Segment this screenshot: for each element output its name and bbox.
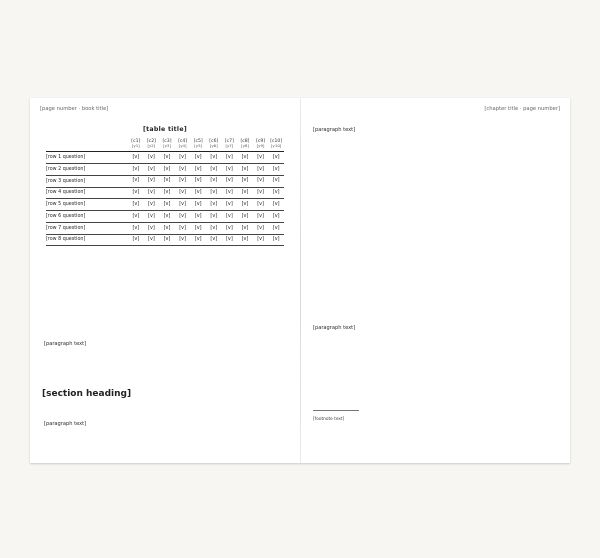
table-title: [table title] — [143, 126, 187, 133]
table-cell: [v] — [268, 199, 284, 211]
table-cell: [v] — [175, 199, 191, 211]
table-cell: [v] — [237, 187, 253, 199]
left-body-paragraph-1: [paragraph text] — [44, 341, 87, 347]
table-cell: [v] — [268, 152, 284, 164]
section-heading: [section heading] — [42, 389, 132, 399]
table-row — [46, 175, 284, 187]
table-cell: [v] — [206, 211, 222, 223]
table-cell: [v] — [175, 163, 191, 175]
table-cell: [v] — [268, 211, 284, 223]
right-body-paragraph-1: [paragraph text] — [313, 127, 356, 133]
table-cell: [v] — [144, 152, 160, 164]
table-cell: [v] — [175, 187, 191, 199]
column-name: [c3] — [162, 139, 172, 145]
table-row — [46, 222, 284, 234]
row-question: [row 4 question] — [46, 187, 128, 199]
table-row — [46, 187, 284, 199]
column-name: [c4] — [178, 139, 188, 145]
table-cell: [v] — [175, 152, 191, 164]
table-cell: [v] — [206, 222, 222, 234]
table-cell: [v] — [128, 211, 144, 223]
table-header-question — [46, 137, 128, 152]
table-cell: [v] — [253, 175, 269, 187]
table-cell: [v] — [190, 211, 206, 223]
table-cell: [v] — [144, 187, 160, 199]
footnote: [footnote text] — [313, 417, 345, 422]
table-cell: [v] — [253, 152, 269, 164]
column-name: [c9] — [256, 139, 266, 145]
table-cell: [v] — [190, 163, 206, 175]
column-year: [y7] — [225, 143, 234, 149]
table-cell: [v] — [222, 222, 238, 234]
table-cell: [v] — [237, 175, 253, 187]
column-name: [c1] — [131, 139, 141, 145]
column-name: [c7] — [224, 139, 234, 145]
table-cell: [v] — [206, 163, 222, 175]
column-year: [y5] — [194, 143, 203, 149]
left-running-head: [page number · book title] — [40, 106, 109, 112]
column-name: [c10] — [270, 139, 283, 145]
row-question: [row 3 question] — [46, 175, 128, 187]
table-cell: [v] — [222, 199, 238, 211]
right-body-paragraph-2: [paragraph text] — [313, 325, 356, 331]
column-year: [y2] — [147, 143, 156, 149]
table-header-column — [144, 137, 160, 152]
table-cell: [v] — [159, 187, 175, 199]
table-cell: [v] — [206, 175, 222, 187]
table-cell: [v] — [206, 199, 222, 211]
row-question: [row 1 question] — [46, 152, 128, 164]
row-question: [row 6 question] — [46, 211, 128, 223]
table-cell: [v] — [253, 222, 269, 234]
table-row — [46, 152, 284, 164]
table-cell: [v] — [222, 234, 238, 246]
table-cell: [v] — [144, 175, 160, 187]
table-cell: [v] — [222, 211, 238, 223]
table-cell: [v] — [206, 234, 222, 246]
table-cell: [v] — [222, 152, 238, 164]
table-cell: [v] — [222, 163, 238, 175]
table-cell: [v] — [253, 234, 269, 246]
table-cell: [v] — [144, 222, 160, 234]
table-cell: [v] — [128, 163, 144, 175]
table-cell: [v] — [175, 175, 191, 187]
table-cell: [v] — [253, 187, 269, 199]
table-cell: [v] — [128, 222, 144, 234]
column-name: [c8] — [240, 139, 250, 145]
table-cell: [v] — [253, 211, 269, 223]
column-name: [c6] — [209, 139, 219, 145]
table-cell: [v] — [175, 211, 191, 223]
table-cell: [v] — [268, 187, 284, 199]
table-cell: [v] — [159, 199, 175, 211]
table-cell: [v] — [268, 163, 284, 175]
table-header-column — [190, 137, 206, 152]
column-year: [y9] — [256, 143, 265, 149]
table-cell: [v] — [128, 187, 144, 199]
table-cell: [v] — [159, 211, 175, 223]
column-year: [y4] — [178, 143, 187, 149]
table-cell: [v] — [237, 222, 253, 234]
table-cell: [v] — [159, 234, 175, 246]
table-cell: [v] — [144, 163, 160, 175]
right-page — [301, 98, 570, 463]
table-cell: [v] — [175, 234, 191, 246]
table-cell: [v] — [190, 199, 206, 211]
column-year: [y6] — [209, 143, 218, 149]
table-cell: [v] — [144, 199, 160, 211]
table-cell: [v] — [159, 163, 175, 175]
table-header-column — [159, 137, 175, 152]
column-year: [y1] — [131, 143, 140, 149]
table-cell: [v] — [222, 187, 238, 199]
table-cell: [v] — [190, 152, 206, 164]
indicator-table-grid — [46, 137, 284, 246]
table-cell: [v] — [222, 175, 238, 187]
table-cell: [v] — [128, 199, 144, 211]
column-year: [y3] — [163, 143, 171, 149]
table-cell: [v] — [268, 222, 284, 234]
table-cell: [v] — [159, 152, 175, 164]
right-running-head: [chapter title · page number] — [484, 106, 560, 112]
table-cell: [v] — [159, 175, 175, 187]
table-header-column — [206, 137, 222, 152]
footnote-rule — [313, 410, 359, 411]
table-row — [46, 211, 284, 223]
row-question: [row 7 question] — [46, 222, 128, 234]
column-year: [y10] — [271, 143, 282, 149]
table-cell: [v] — [159, 222, 175, 234]
table-cell: [v] — [128, 152, 144, 164]
table-cell: [v] — [237, 199, 253, 211]
table-header-column — [222, 137, 238, 152]
row-question: [row 2 question] — [46, 163, 128, 175]
table-header-row — [46, 137, 284, 152]
table-header-column — [268, 137, 284, 152]
table-cell: [v] — [237, 211, 253, 223]
table-cell: [v] — [206, 187, 222, 199]
table-header-column — [128, 137, 144, 152]
table-cell: [v] — [144, 211, 160, 223]
table-cell: [v] — [190, 222, 206, 234]
table-cell: [v] — [190, 187, 206, 199]
table-row — [46, 234, 284, 246]
table-header-column — [237, 137, 253, 152]
row-question: [row 5 question] — [46, 199, 128, 211]
table-header-column — [253, 137, 269, 152]
table-cell: [v] — [253, 199, 269, 211]
column-name: [c5] — [193, 139, 203, 145]
table-cell: [v] — [268, 234, 284, 246]
table-cell: [v] — [128, 234, 144, 246]
table-cell: [v] — [268, 175, 284, 187]
table-cell: [v] — [128, 175, 144, 187]
table-row — [46, 163, 284, 175]
column-year: [y8] — [241, 143, 249, 149]
table-cell: [v] — [253, 163, 269, 175]
table-cell: [v] — [175, 222, 191, 234]
table-cell: [v] — [206, 152, 222, 164]
table-row — [46, 199, 284, 211]
row-question: [row 8 question] — [46, 234, 128, 246]
table-cell: [v] — [190, 234, 206, 246]
table-cell: [v] — [237, 152, 253, 164]
indicator-table — [46, 137, 284, 257]
table-cell: [v] — [190, 175, 206, 187]
table-cell: [v] — [237, 163, 253, 175]
left-page — [30, 98, 300, 463]
table-cell: [v] — [144, 234, 160, 246]
table-cell: [v] — [237, 234, 253, 246]
column-name: [c2] — [146, 139, 156, 145]
left-body-paragraph-2: [paragraph text] — [44, 421, 87, 427]
book-spread — [30, 98, 570, 463]
table-header-column — [175, 137, 191, 152]
